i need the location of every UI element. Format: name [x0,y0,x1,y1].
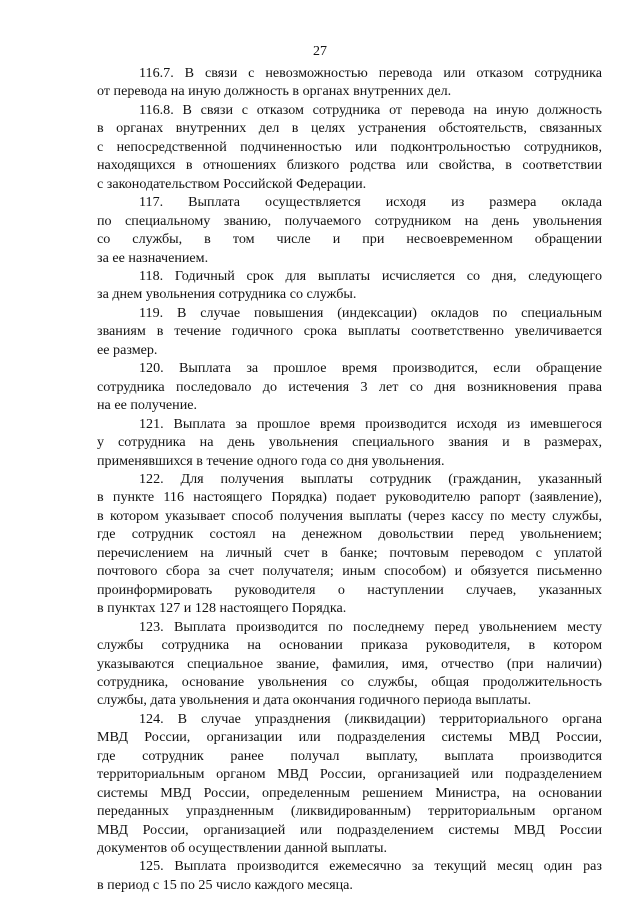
text-line: переданных упраздненным (ликвидированным) территориальным органом [97,803,602,820]
text-line: 117. Выплата осуществляется исходя из размера оклада [139,194,602,211]
text-line: за днем увольнения сотрудника со службы. [97,286,357,303]
text-line: 122. Для получения выплаты сотрудник (гражданин, указанный [139,470,602,487]
paragraph-117 [97,193,602,267]
page-number: 27 [313,44,327,59]
text-line: почтового сбора за счет получателя; иным способом) и обязуется письменно [97,563,602,580]
text-line: системы МВД России, определенным решением Министра, на основании [97,784,602,801]
text-line: МВД России, организацией или подразделением системы МВД России [97,821,602,838]
text-line: 123. Выплата производится по последнему перед увольнением месту [139,618,602,635]
text-line: за ее назначением. [97,249,209,266]
text-line: 116.8. В связи с отказом сотрудника от перевода на иную должность [139,101,602,118]
text-line: 118. Годичный срок для выплаты исчисляется со дня, следующего [139,267,602,284]
text-line: сотрудника последовало до истечения 3 лет со дня возникновения права [97,378,602,395]
text-line: применявшихся в течение одного года со дня увольнения. [97,452,445,469]
text-line: территориальным органом МВД России, организацией или подразделением [97,766,602,783]
paragraph-116-8 [97,101,602,193]
text-line: службы, дата увольнения и дата окончания годичного периода выплаты. [97,692,531,709]
paragraph-116-7 [97,64,602,101]
text-line: в период с 15 по 25 число каждого месяца. [97,876,353,893]
text-line: проинформировать руководителя о наступлении случаев, указанных [97,581,602,598]
paragraph-121 [97,415,602,470]
text-line: у сотрудника на день увольнения специального звания и в размерах, [97,434,602,451]
paragraph-125 [97,857,602,894]
paragraph-119 [97,304,602,359]
paragraph-123 [97,618,602,710]
text-line: службы сотрудника на основании приказа руководителя, в котором [97,637,602,654]
text-line: перечислением на личный счет в банке; почтовым переводом с уплатой [97,544,602,561]
text-line: со службы, в том числе и при несвоевременном обращении [97,231,602,248]
text-line: званиям в течение годичного срока выплаты соответственно увеличивается [97,323,602,340]
text-line: в котором указывает способ получения выплаты (через кассу по месту службы, [97,507,602,524]
text-line: 120. Выплата за прошлое время производится, если обращение [139,360,602,377]
text-line: 125. Выплата производится ежемесячно за текущий месяц один раз [139,858,602,875]
text-line: в органах внутренних дел в целях устранения обстоятельств, связанных [97,120,602,137]
text-line: МВД России, организации или подразделения системы МВД России, [97,729,602,746]
text-line: где сотрудник состоял на денежном довольствии перед увольнением; [97,526,602,543]
text-line: в пунктах 127 и 128 настоящего Порядка. [97,600,347,617]
text-line: с непосредственной подчиненностью или подконтрольностью сотрудников, [97,138,602,155]
paragraph-118 [97,267,602,304]
text-line: документов об осуществлении данной выплаты. [97,840,388,857]
text-line: по специальному званию, получаемого сотрудником на день увольнения [97,212,602,229]
text-line: 121. Выплата за прошлое время производится исходя из имевшегося [139,415,602,432]
text-line: от перевода на иную должность в органах внутренних дел. [97,83,452,100]
text-line: 119. В случае повышения (индексации) окладов по специальным [139,304,602,321]
text-line: сотрудника, основание увольнения со службы, общая продолжительность [97,673,602,690]
text-line: 124. В случае упразднения (ликвидации) территориального органа [139,710,602,727]
text-line: в пункте 116 настоящего Порядка) подает руководителю рапорт (заявление), [97,489,602,506]
text-line: указываются специальное звание, фамилия, имя, отчество (при наличии) [97,655,602,672]
text-line: ее размер. [97,341,158,358]
text-line: с законодательством Российской Федерации. [97,175,367,192]
paragraph-124 [97,710,602,858]
text-line: находящихся в отношениях близкого родства или свойства, в соответствии [97,157,602,174]
text-line: на ее получение. [97,397,198,414]
paragraph-120 [97,359,602,414]
text-line: 116.7. В связи с невозможностью перевода или отказом сотрудника [139,65,602,81]
document-body [97,64,602,894]
paragraph-122 [97,470,602,618]
text-line: где сотрудник ранее получал выплату, выплата производится [97,747,602,764]
